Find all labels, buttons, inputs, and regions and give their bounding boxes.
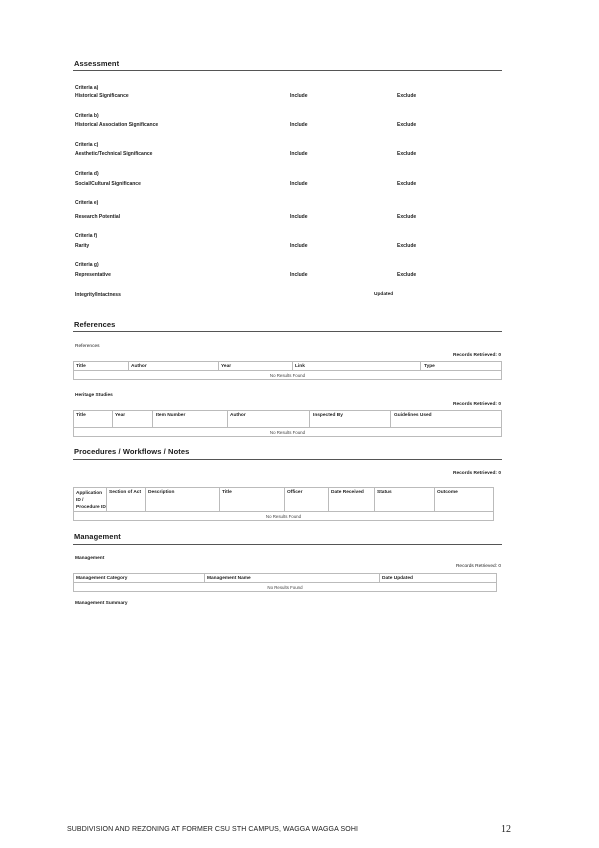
criteria-a-name: Historical Significance [75, 93, 129, 99]
col-date-received: Date Received [331, 489, 364, 495]
heritage-empty-row [74, 428, 501, 436]
col-status: Status [377, 489, 392, 495]
management-table [73, 573, 497, 592]
procedures-table [73, 487, 494, 521]
col-guidelines-used: Guidelines Used [394, 412, 432, 418]
col-author: Author [230, 412, 246, 418]
management-heading: Management [74, 532, 121, 541]
criteria-f-name: Rarity [75, 243, 90, 249]
integrity-label: Integrity/Intactness [75, 292, 121, 298]
management-records-count: Records Retrieved: 0 [455, 564, 501, 569]
references-heading: References [74, 320, 116, 329]
criteria-b-name: Historical Association Significance [75, 122, 159, 128]
no-results-text: No Results Found [269, 372, 306, 378]
col-officer: Officer [287, 489, 303, 495]
criteria-g-exclude: Exclude [397, 272, 417, 278]
criteria-g-include: Include [290, 272, 308, 278]
col-description: Description [148, 489, 175, 495]
management-table-header [74, 574, 496, 583]
integrity-value: Updated [374, 292, 394, 297]
criteria-e-include: Include [290, 214, 308, 220]
criteria-b-exclude: Exclude [397, 122, 417, 128]
heritage-sub-label: Heritage Studies [75, 393, 113, 398]
col-outcome: Outcome [437, 489, 458, 495]
col-type: Type [424, 363, 435, 369]
heritage-records-count: Records Retrieved: 0 [453, 402, 501, 407]
criteria-f-label: Criteria f) [75, 233, 98, 239]
criteria-a-include: Include [290, 93, 308, 99]
criteria-a-label: Criteria a) [75, 85, 99, 91]
no-results-text: No Results Found [265, 513, 302, 519]
management-summary-label: Management Summary [75, 601, 128, 606]
procedures-table-header [74, 488, 493, 512]
criteria-d-exclude: Exclude [397, 181, 417, 187]
page-number: 12 [501, 824, 511, 835]
management-rule [73, 544, 502, 545]
criteria-c-include: Include [290, 151, 308, 157]
management-sub-label: Management [75, 556, 105, 561]
procedures-records-count: Records Retrieved: 0 [453, 471, 501, 476]
assessment-rule [73, 70, 502, 71]
references-records-count: Records Retrieved: 0 [453, 353, 501, 358]
col-title: Title [76, 363, 86, 369]
criteria-e-label: Criteria e) [75, 200, 99, 206]
criteria-g-name: Representative [75, 272, 111, 278]
references-sub-label: References [75, 344, 100, 349]
heritage-table-header [74, 411, 501, 428]
criteria-d-name: Social/Cultural Significance [75, 181, 141, 187]
footer-title: SUBDIVISION AND REZONING AT FORMER CSU STH CAMPUS, WAGGA WAGGA SOHI [67, 826, 359, 833]
management-empty-row [74, 583, 496, 591]
col-management-category: Management Category [76, 575, 128, 581]
col-year: Year [115, 412, 126, 418]
criteria-d-include: Include [290, 181, 308, 187]
assessment-heading: Assessment [74, 59, 120, 68]
col-year: Year [221, 363, 232, 369]
references-table [73, 361, 502, 380]
criteria-b-include: Include [290, 122, 308, 128]
col-item-number: Item Number [156, 412, 186, 418]
criteria-c-name: Aesthetic/Technical Significance [75, 151, 153, 157]
col-title: Title [222, 489, 232, 495]
criteria-b-label: Criteria b) [75, 113, 99, 119]
criteria-d-label: Criteria d) [75, 171, 99, 177]
criteria-f-include: Include [290, 243, 308, 249]
col-link: Link [295, 363, 305, 369]
col-author: Author [131, 363, 147, 369]
no-results-text: No Results Found [267, 584, 303, 590]
references-empty-row [74, 371, 501, 379]
col-inspected-by: Inspected By [313, 412, 343, 418]
col-date-updated: Date Updated [382, 575, 413, 581]
procedures-rule [73, 459, 502, 460]
col-title: Title [76, 412, 86, 418]
criteria-e-name: Research Potential [75, 214, 121, 220]
criteria-c-exclude: Exclude [397, 151, 417, 157]
references-table-header [74, 362, 501, 371]
criteria-f-exclude: Exclude [397, 243, 417, 249]
procedures-empty-row [74, 512, 493, 520]
col-section-of-act: Section of Act [109, 489, 142, 495]
criteria-g-label: Criteria g) [75, 262, 99, 268]
procedures-heading: Procedures / Workflows / Notes [74, 447, 190, 456]
criteria-e-exclude: Exclude [397, 214, 417, 220]
references-rule [73, 331, 502, 332]
col-management-name: Management Name [207, 575, 251, 581]
heritage-table [73, 410, 502, 437]
criteria-c-label: Criteria c) [75, 142, 99, 148]
col-application-id: Application ID / Procedure ID [76, 490, 106, 510]
criteria-a-exclude: Exclude [397, 93, 417, 99]
no-results-text: No Results Found [269, 429, 306, 435]
